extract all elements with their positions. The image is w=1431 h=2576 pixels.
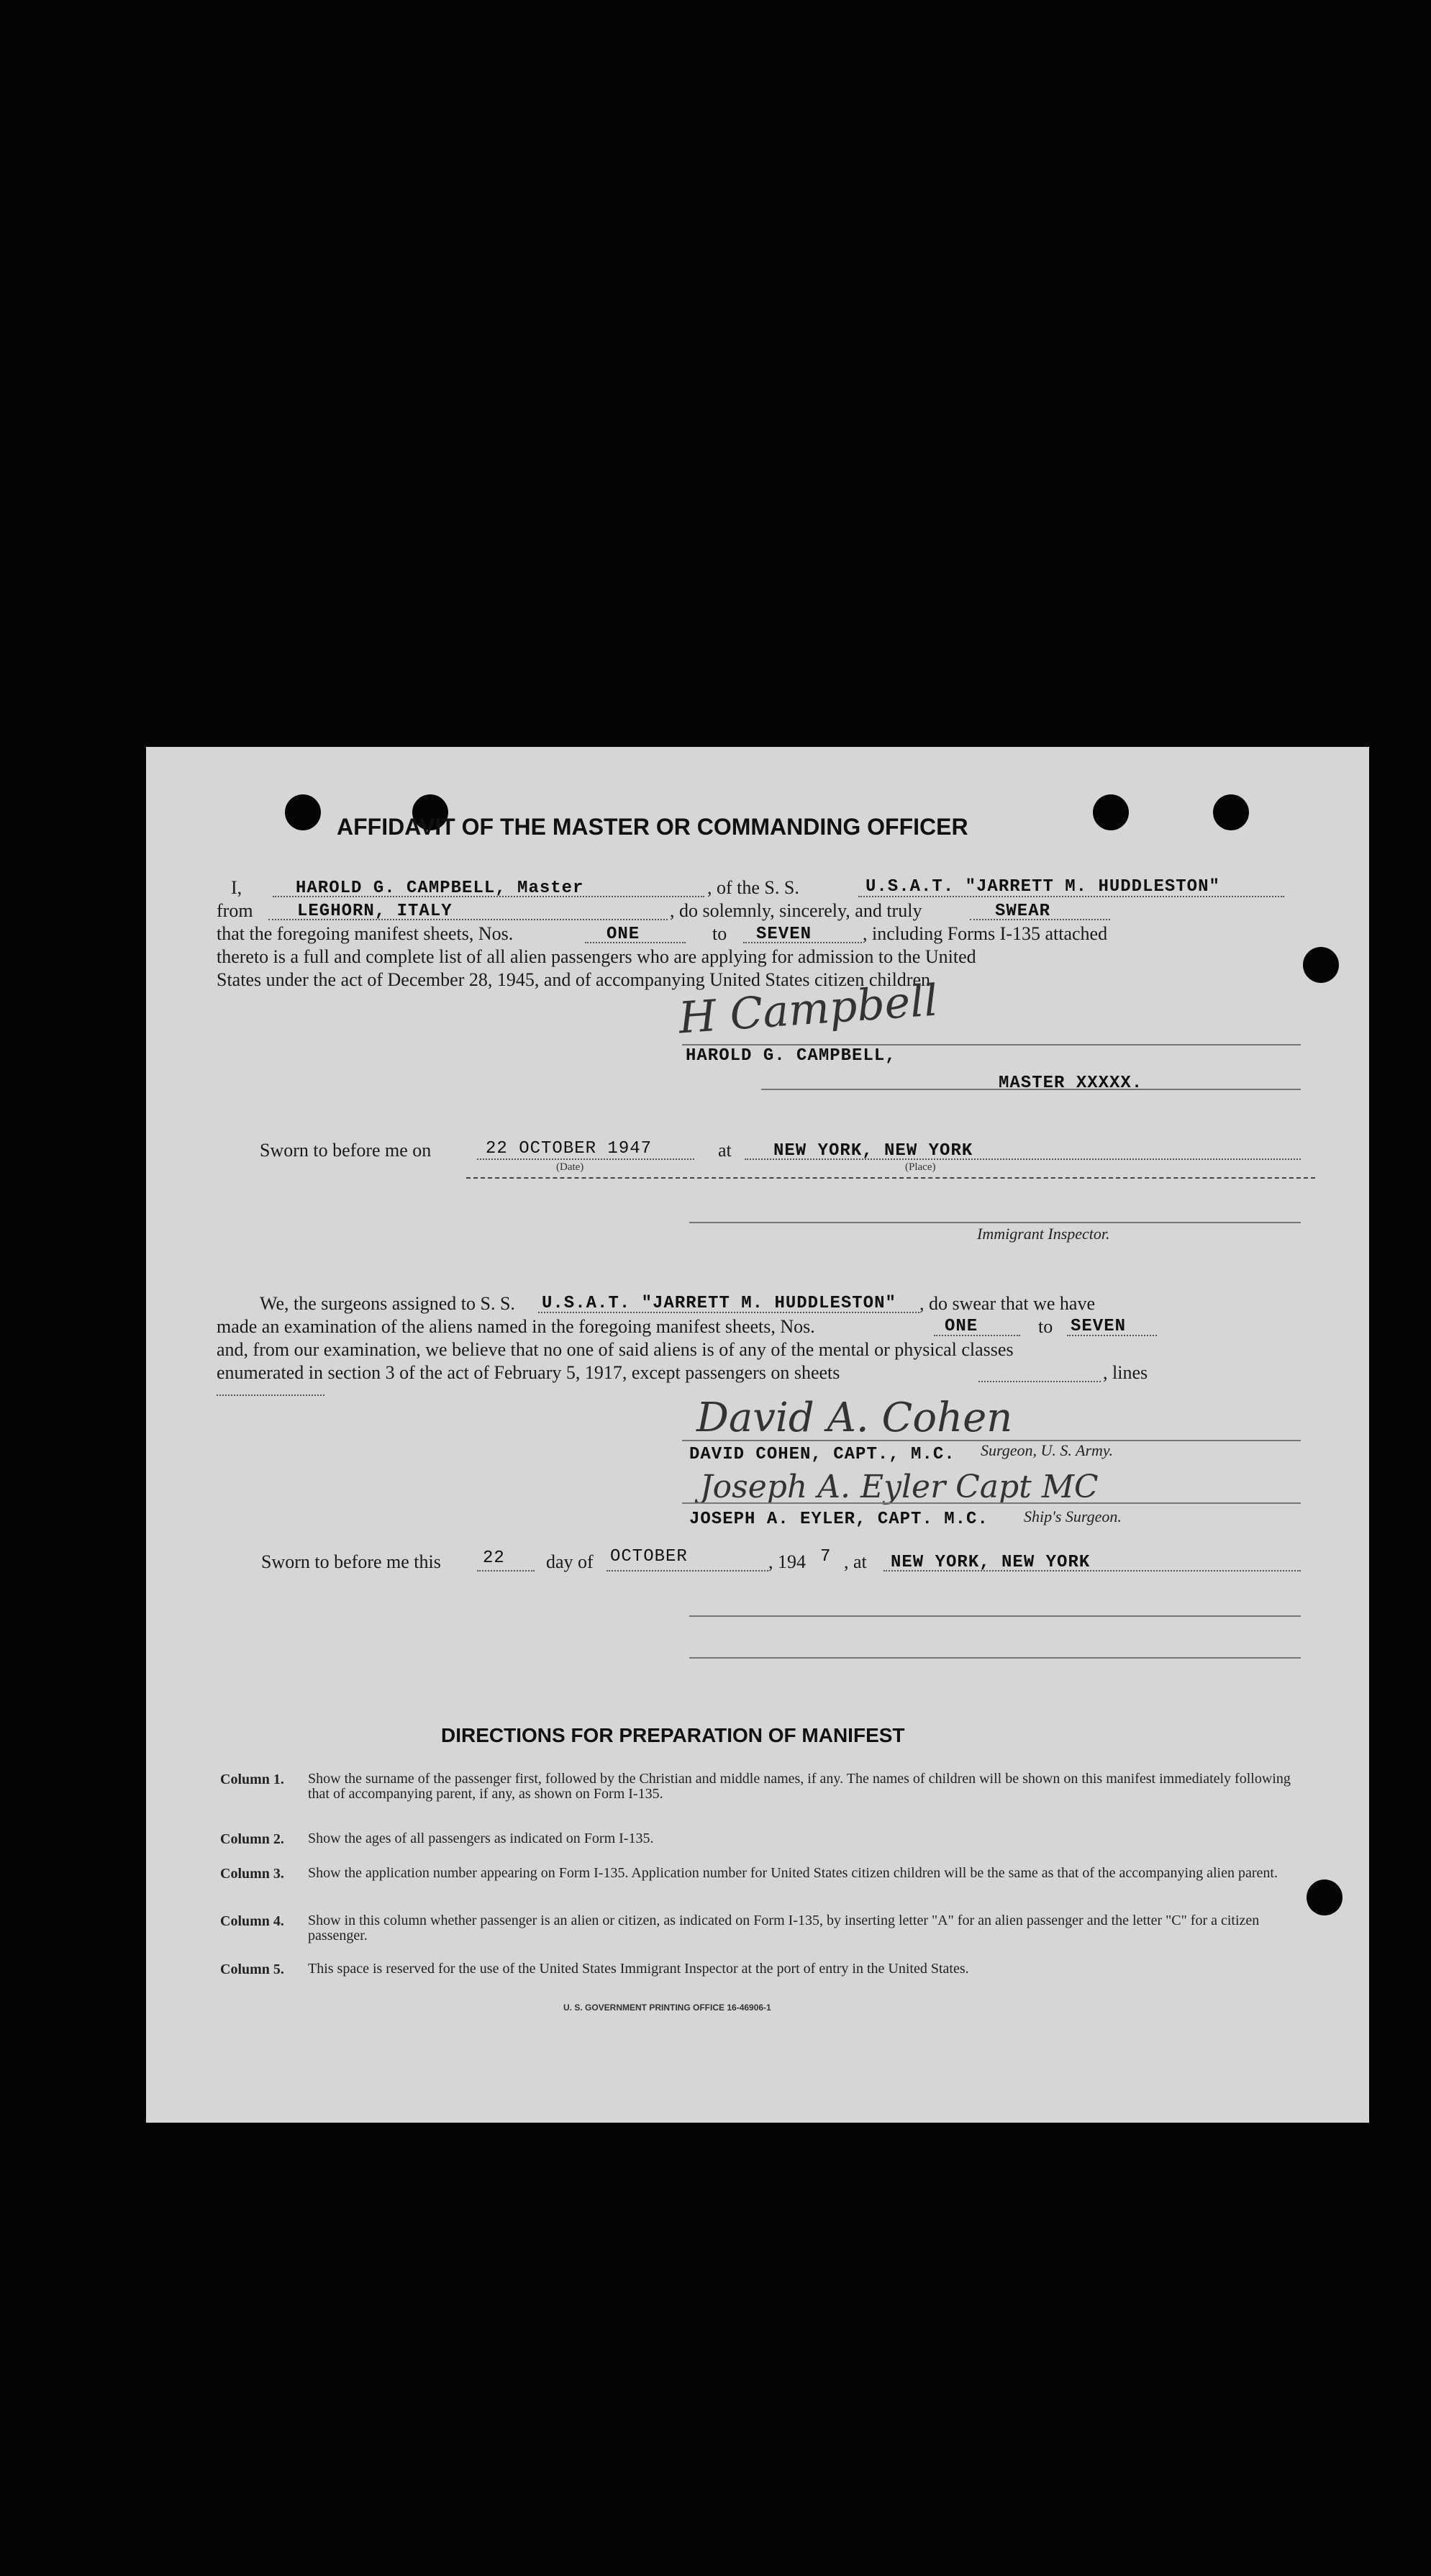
directions-title: DIRECTIONS FOR PREPARATION OF MANIFEST <box>441 1724 905 1746</box>
surgeons-line-prefix: We, the surgeons assigned to S. S. <box>260 1293 515 1314</box>
ships-surgeon-signature: Joseph A. Eyler Capt MC <box>700 1469 1099 1505</box>
surgeons-paragraph-line: enumerated in section 3 of the act of February 5, 1917, except passengers on sheets <box>217 1362 840 1383</box>
master-paragraph-line: States under the act of December 28, 1945, and of accompanying United States citizen children. <box>217 969 935 990</box>
master-title-typed: MASTER XXXXX. <box>999 1074 1143 1093</box>
column-3-text: Show the application number appearing on Form I-135. Application number for United States citizen children will be the same as that of the accompanying alien parent. <box>308 1865 1278 1881</box>
punch-hole <box>1303 947 1339 983</box>
date-caption: (Date) <box>556 1161 584 1173</box>
punch-hole <box>1307 1879 1343 1915</box>
column-5-label: Column 5. <box>220 1962 284 1977</box>
sworn-day-value: 22 <box>483 1548 505 1568</box>
column-3-label: Column 3. <box>220 1866 284 1882</box>
sworn-place-value: NEW YORK, NEW YORK <box>773 1141 973 1161</box>
column-4-label: Column 4. <box>220 1913 284 1929</box>
column-4-text: Show in this column whether passenger is an alien or citizen, as indicated on Form I-135, by inserting letter "A" for an alien passenger and the letter "C" for a citizen passenger. <box>308 1913 1260 1944</box>
punch-hole <box>1093 794 1129 830</box>
sworn-year-digit: 7 <box>820 1547 832 1566</box>
master-paragraph-line: thereto is a full and complete list of all alien passengers who are applying for admission to the United <box>217 946 976 967</box>
affidavit-form-page <box>146 747 1369 2123</box>
surgeons-sheet-to: SEVEN <box>1071 1317 1127 1336</box>
master-signature: H Campbell <box>676 975 940 1044</box>
lines-label: , lines <box>1103 1362 1148 1383</box>
sheet-to-value: SEVEN <box>756 925 812 944</box>
ships-surgeon-typed: JOSEPH A. EYLER, CAPT. M.C. <box>689 1510 989 1529</box>
surgeons-ship-value: U.S.A.T. "JARRETT M. HUDDLESTON" <box>542 1294 896 1313</box>
place-caption: (Place) <box>905 1161 936 1173</box>
at-label: at <box>718 1140 732 1161</box>
including-label: , including Forms I-135 attached <box>863 923 1108 944</box>
surgeons-examination-line: made an examination of the aliens named in the foregoing manifest sheets, Nos. <box>217 1316 815 1337</box>
of-ss-label: , of the S. S. <box>707 877 799 898</box>
surgeons-sheet-from: ONE <box>945 1317 978 1336</box>
column-2-text: Show the ages of all passengers as indicated on Form I-135. <box>308 1831 654 1846</box>
column-1-text: Show the surname of the passenger first, followed by the Christian and middle names, if any. The names of children will be shown on this manifest immediately following that of accompanying parent, if any, as shown on Form I-135. <box>308 1771 1291 1802</box>
printing-office-footer: U. S. GOVERNMENT PRINTING OFFICE 16-46906-1 <box>563 2003 771 2013</box>
surgeons-paragraph-line: and, from our examination, we believe that no one of said aliens is of any of the mental or physical classes <box>217 1339 1014 1360</box>
from-label: from <box>217 900 253 921</box>
day-of-label: day of <box>546 1551 594 1572</box>
surgeons-to-label: to <box>1038 1316 1053 1337</box>
master-name-value: HAROLD G. CAMPBELL, Master <box>296 879 584 898</box>
surgeon-army-caption: Surgeon, U. S. Army. <box>981 1441 1113 1459</box>
oath-value: SWEAR <box>995 902 1051 921</box>
ship-name-value: U.S.A.T. "JARRETT M. HUDDLESTON" <box>866 877 1220 897</box>
master-signer-typed: HAROLD G. CAMPBELL, <box>686 1046 896 1066</box>
port-of-departure-value: LEGHORN, ITALY <box>297 902 453 921</box>
sworn-this-label: Sworn to before me this <box>261 1551 441 1572</box>
surgeon-army-signature: David A. Cohen <box>696 1394 1013 1441</box>
surgeons-line-suffix: , do swear that we have <box>919 1293 1096 1314</box>
foregoing-label: that the foregoing manifest sheets, Nos. <box>217 923 514 944</box>
immigrant-inspector-caption: Immigrant Inspector. <box>977 1225 1110 1243</box>
i-label: I, <box>231 877 242 898</box>
column-1-label: Column 1. <box>220 1772 284 1787</box>
affidavit-title: AFFIDAVIT OF THE MASTER OR COMMANDING OFFICER <box>337 814 968 840</box>
to-label: to <box>712 923 727 944</box>
column-5-text: This space is reserved for the use of the United States Immigrant Inspector at the port of entry in the United States. <box>308 1961 969 1977</box>
do-solemnly-label: , do solemnly, sincerely, and truly <box>670 900 922 921</box>
punch-hole <box>285 794 321 830</box>
column-2-label: Column 2. <box>220 1831 284 1847</box>
at-label-2: , at <box>844 1551 867 1572</box>
sworn2-place-value: NEW YORK, NEW YORK <box>891 1553 1091 1572</box>
sheet-from-value: ONE <box>607 925 640 944</box>
surgeon-army-typed: DAVID COHEN, CAPT., M.C. <box>689 1445 955 1464</box>
year-prefix-label: , 194 <box>768 1551 806 1572</box>
sworn-before-label: Sworn to before me on <box>260 1140 432 1161</box>
punch-hole <box>1213 794 1249 830</box>
sworn-date-value: 22 OCTOBER 1947 <box>486 1139 653 1158</box>
ships-surgeon-caption: Ship's Surgeon. <box>1024 1507 1122 1525</box>
sworn-month-value: OCTOBER <box>610 1547 688 1566</box>
